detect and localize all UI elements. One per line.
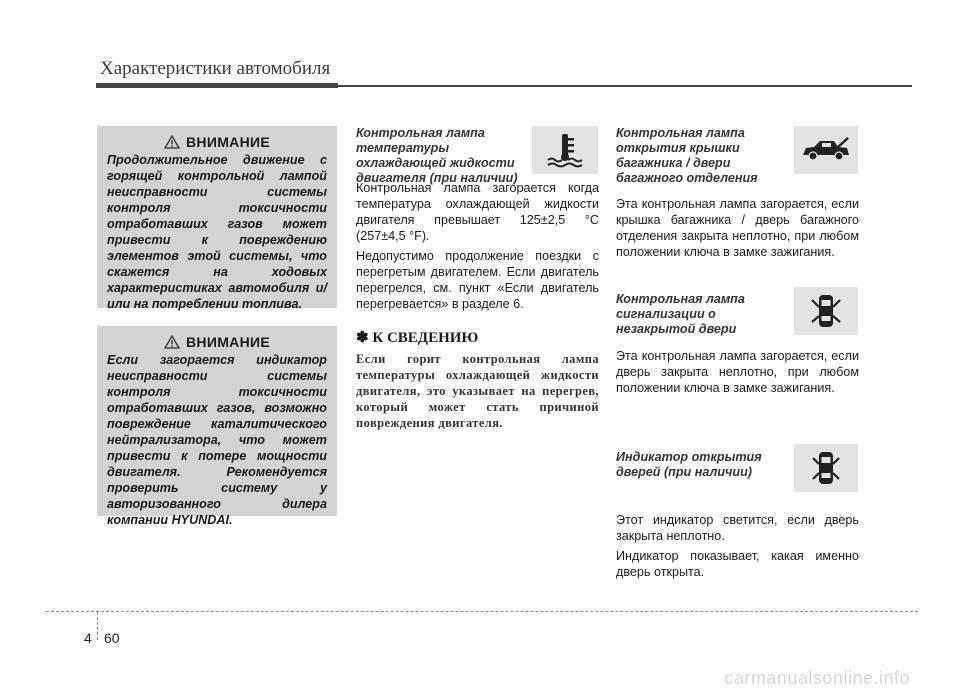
note-text: Если горит контрольная лампа температуры охлаждающей жидкости двигателя, это указывает на перегрев, который может стать причиной повреждения двигателя. <box>356 352 599 430</box>
trunk-title: Контрольная лампа открытия крышки багажника / двери багажного отделения <box>616 126 758 185</box>
warning-text: Если загорается индикатор неисправности системы контроля токсичности отработавших газов, возможно повреждение каталитического нейтрализатора, что может привести к потере мощности двигателя. Рекомендуется проверить систему у авторизованного дилера компании HYUNDAI. <box>107 353 327 527</box>
door-open-icon <box>806 290 846 332</box>
header-rule <box>96 85 912 87</box>
door-alarm-icon-box <box>794 287 858 335</box>
trunk-icon-box <box>794 126 858 174</box>
warning-triangle-icon <box>164 135 180 149</box>
warning-triangle-icon <box>164 335 180 349</box>
warning-text: Продолжительное движение с горящей контрольной лампой неисправности системы контроля токсичности отработавших газов может привести к повреждению элементов этой системы, что скажется на ходовых характеристиках автомобиля и/или на потреблении топлива. <box>107 153 327 311</box>
section-number: 4 <box>84 630 92 646</box>
trunk-open-icon <box>800 135 852 165</box>
doors-open-indicator-icon <box>806 447 846 489</box>
footer-divider <box>97 612 98 640</box>
coolant-title: Контрольная лампа температуры охлаждающей жидкости двигателя (при наличии) <box>356 126 518 185</box>
coolant-temperature-icon <box>545 131 585 169</box>
page-header-title: Характеристики автомобиля <box>100 58 331 79</box>
warning-box-1 <box>97 126 337 311</box>
watermark: carmanualsonline.info <box>724 668 910 688</box>
warning-title: ВНИМАНИЕ <box>186 134 270 150</box>
page-number: 60 <box>104 630 120 646</box>
door-indicator-paragraph-2: Индикатор показывает, какая именно дверь открыта. <box>616 549 859 579</box>
warning-box-2 <box>97 326 337 527</box>
door-indicator-title: Индикатор открытия дверей (при наличии) <box>616 450 762 479</box>
coolant-icon-box <box>532 126 598 174</box>
footer-rule <box>46 611 918 612</box>
door-alarm-title: Контрольная лампа сигнализации о незакрытой двери <box>616 292 745 336</box>
door-indicator-icon-box <box>794 444 858 492</box>
coolant-paragraph-2: Недопустимо продолжение поездки с перегретым двигателем. Если двигатель перегрелся, см. пункт «Если двигатель перегревается» в разделе 6. <box>356 249 599 311</box>
warning-title: ВНИМАНИЕ <box>186 334 270 350</box>
door-alarm-paragraph: Эта контрольная лампа загорается, если дверь закрыта неплотно, при любом положении ключа в замке зажигания. <box>616 349 859 395</box>
trunk-paragraph: Эта контрольная лампа загорается, если крышка багажника / дверь багажного отделения закрыта неплотно, при любом положении ключа в замке зажигания. <box>616 197 859 259</box>
door-indicator-paragraph-1: Этот индикатор светится, если дверь закрыта неплотно. <box>616 513 859 543</box>
note-title: ✽ К СВЕДЕНИЮ <box>356 330 479 346</box>
coolant-paragraph-1: Контрольная лампа загорается когда температура охлаждающей жидкости двигателя превышает 125±2,5 °C (257±4,5 °F). <box>356 181 599 243</box>
